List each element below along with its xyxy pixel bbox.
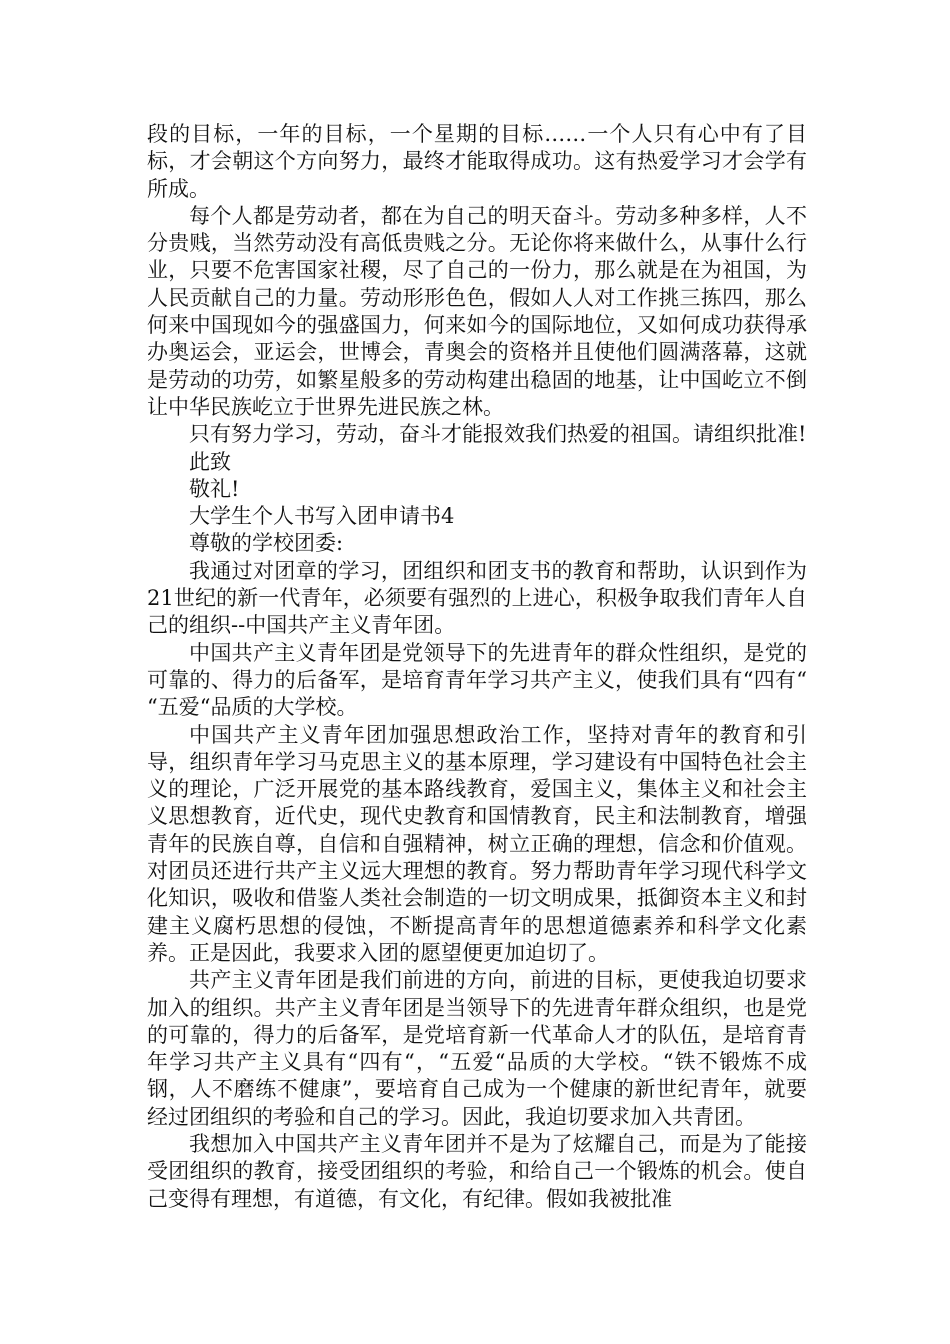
paragraph-goal: 段的目标，一年的目标，一个星期的目标……一个人只有心中有了目标，才会朝这个方向努力，最终才能取得成功。这有热爱学习才会学有所成。	[147, 122, 807, 201]
paragraph-league-definition: 中国共产主义青年团是党领导下的先进青年的群众性组织，是党的可靠的、得力的后备军，是培育青年学习共产主义，使我们具有“四有“ “五爱“品质的大学校。	[147, 640, 807, 720]
closing-salutation: 此致	[189, 449, 231, 474]
letter-addressee: 尊敬的学校团委:	[189, 531, 344, 556]
section-title: 大学生个人书写入团申请书4	[189, 504, 455, 529]
paragraph-intro: 我通过对团章的学习，团组织和团支书的教育和帮助，认识到作为21世纪的新一代青年，必须要有强烈的上进心，积极争取我们青年人自己的组织--中国共产主义青年团。	[147, 558, 807, 638]
paragraph-league-work: 中国共产主义青年团加强思想政治工作，坚持对青年的教育和引导，组织青年学习马克思主义的基本原理，学习建设有中国特色社会主义的理论，广泛开展党的基本路线教育，爱国主义，集体主义和社会主义思想教育，近代史，现代史教育和国情教育，民主和法制教育，增强青年的民族自尊，自信和自强精神，树立正确的理想，信念和价值观。对团员还进行共产主义远大理想的教育。努力帮助青年学习现代科学文化知识，吸收和借鉴人类社会制造的一切文明成果，抵御资本主义和封建主义腐朽思想的侵蚀，不断提高青年的思想道德素养和科学文化素养。正是因此，我要求入团的愿望便更加迫切了。	[147, 722, 807, 965]
paragraph-request-approval: 只有努力学习，劳动，奋斗才能报效我们热爱的祖国。请组织批准!	[189, 422, 807, 447]
closing-regards: 敬礼!	[189, 476, 240, 501]
paragraph-league-direction: 共产主义青年团是我们前进的方向，前进的目标，更使我迫切要求加入的组织。共产主义青年团是当领导下的先进青年群众组织，也是党的可靠的，得力的后备军，是党培育新一代革命人才的队伍，是培育青年学习共产主义具有“四有“，“五爱“品质的大学校。“铁不锻炼不成钢，人不磨练不健康”，要培育自己成为一个健康的新世纪青年，就要经过团组织的考验和自己的学习。因此，我迫切要求加入共青团。	[147, 968, 807, 1129]
paragraph-motivation: 我想加入中国共产主义青年团并不是为了炫耀自己，而是为了能接受团组织的教育，接受团组织的考验，和给自己一个锻炼的机会。使自己变得有理想，有道德，有文化，有纪律。假如我被批准	[147, 1131, 807, 1211]
paragraph-labor: 每个人都是劳动者，都在为自己的明天奋斗。劳动多种多样，人不分贵贱，当然劳动没有高低贵贱之分。无论你将来做什么，从事什么行业，只要不危害国家社稷，尽了自己的一份力，那么就是在为祖国，为人民贡献自己的力量。劳动形形色色，假如人人对工作挑三拣四，那么何来中国现如今的强盛国力，何来如今的国际地位，又如何成功获得承办奥运会，亚运会，世博会，青奥会的资格并且使他们圆满落幕，这就是劳动的功劳，如繁星般多的劳动构建出稳固的地基，让中国屹立不倒让中华民族屹立于世界先进民族之林。	[147, 203, 807, 419]
document-page	[147, 121, 807, 1213]
